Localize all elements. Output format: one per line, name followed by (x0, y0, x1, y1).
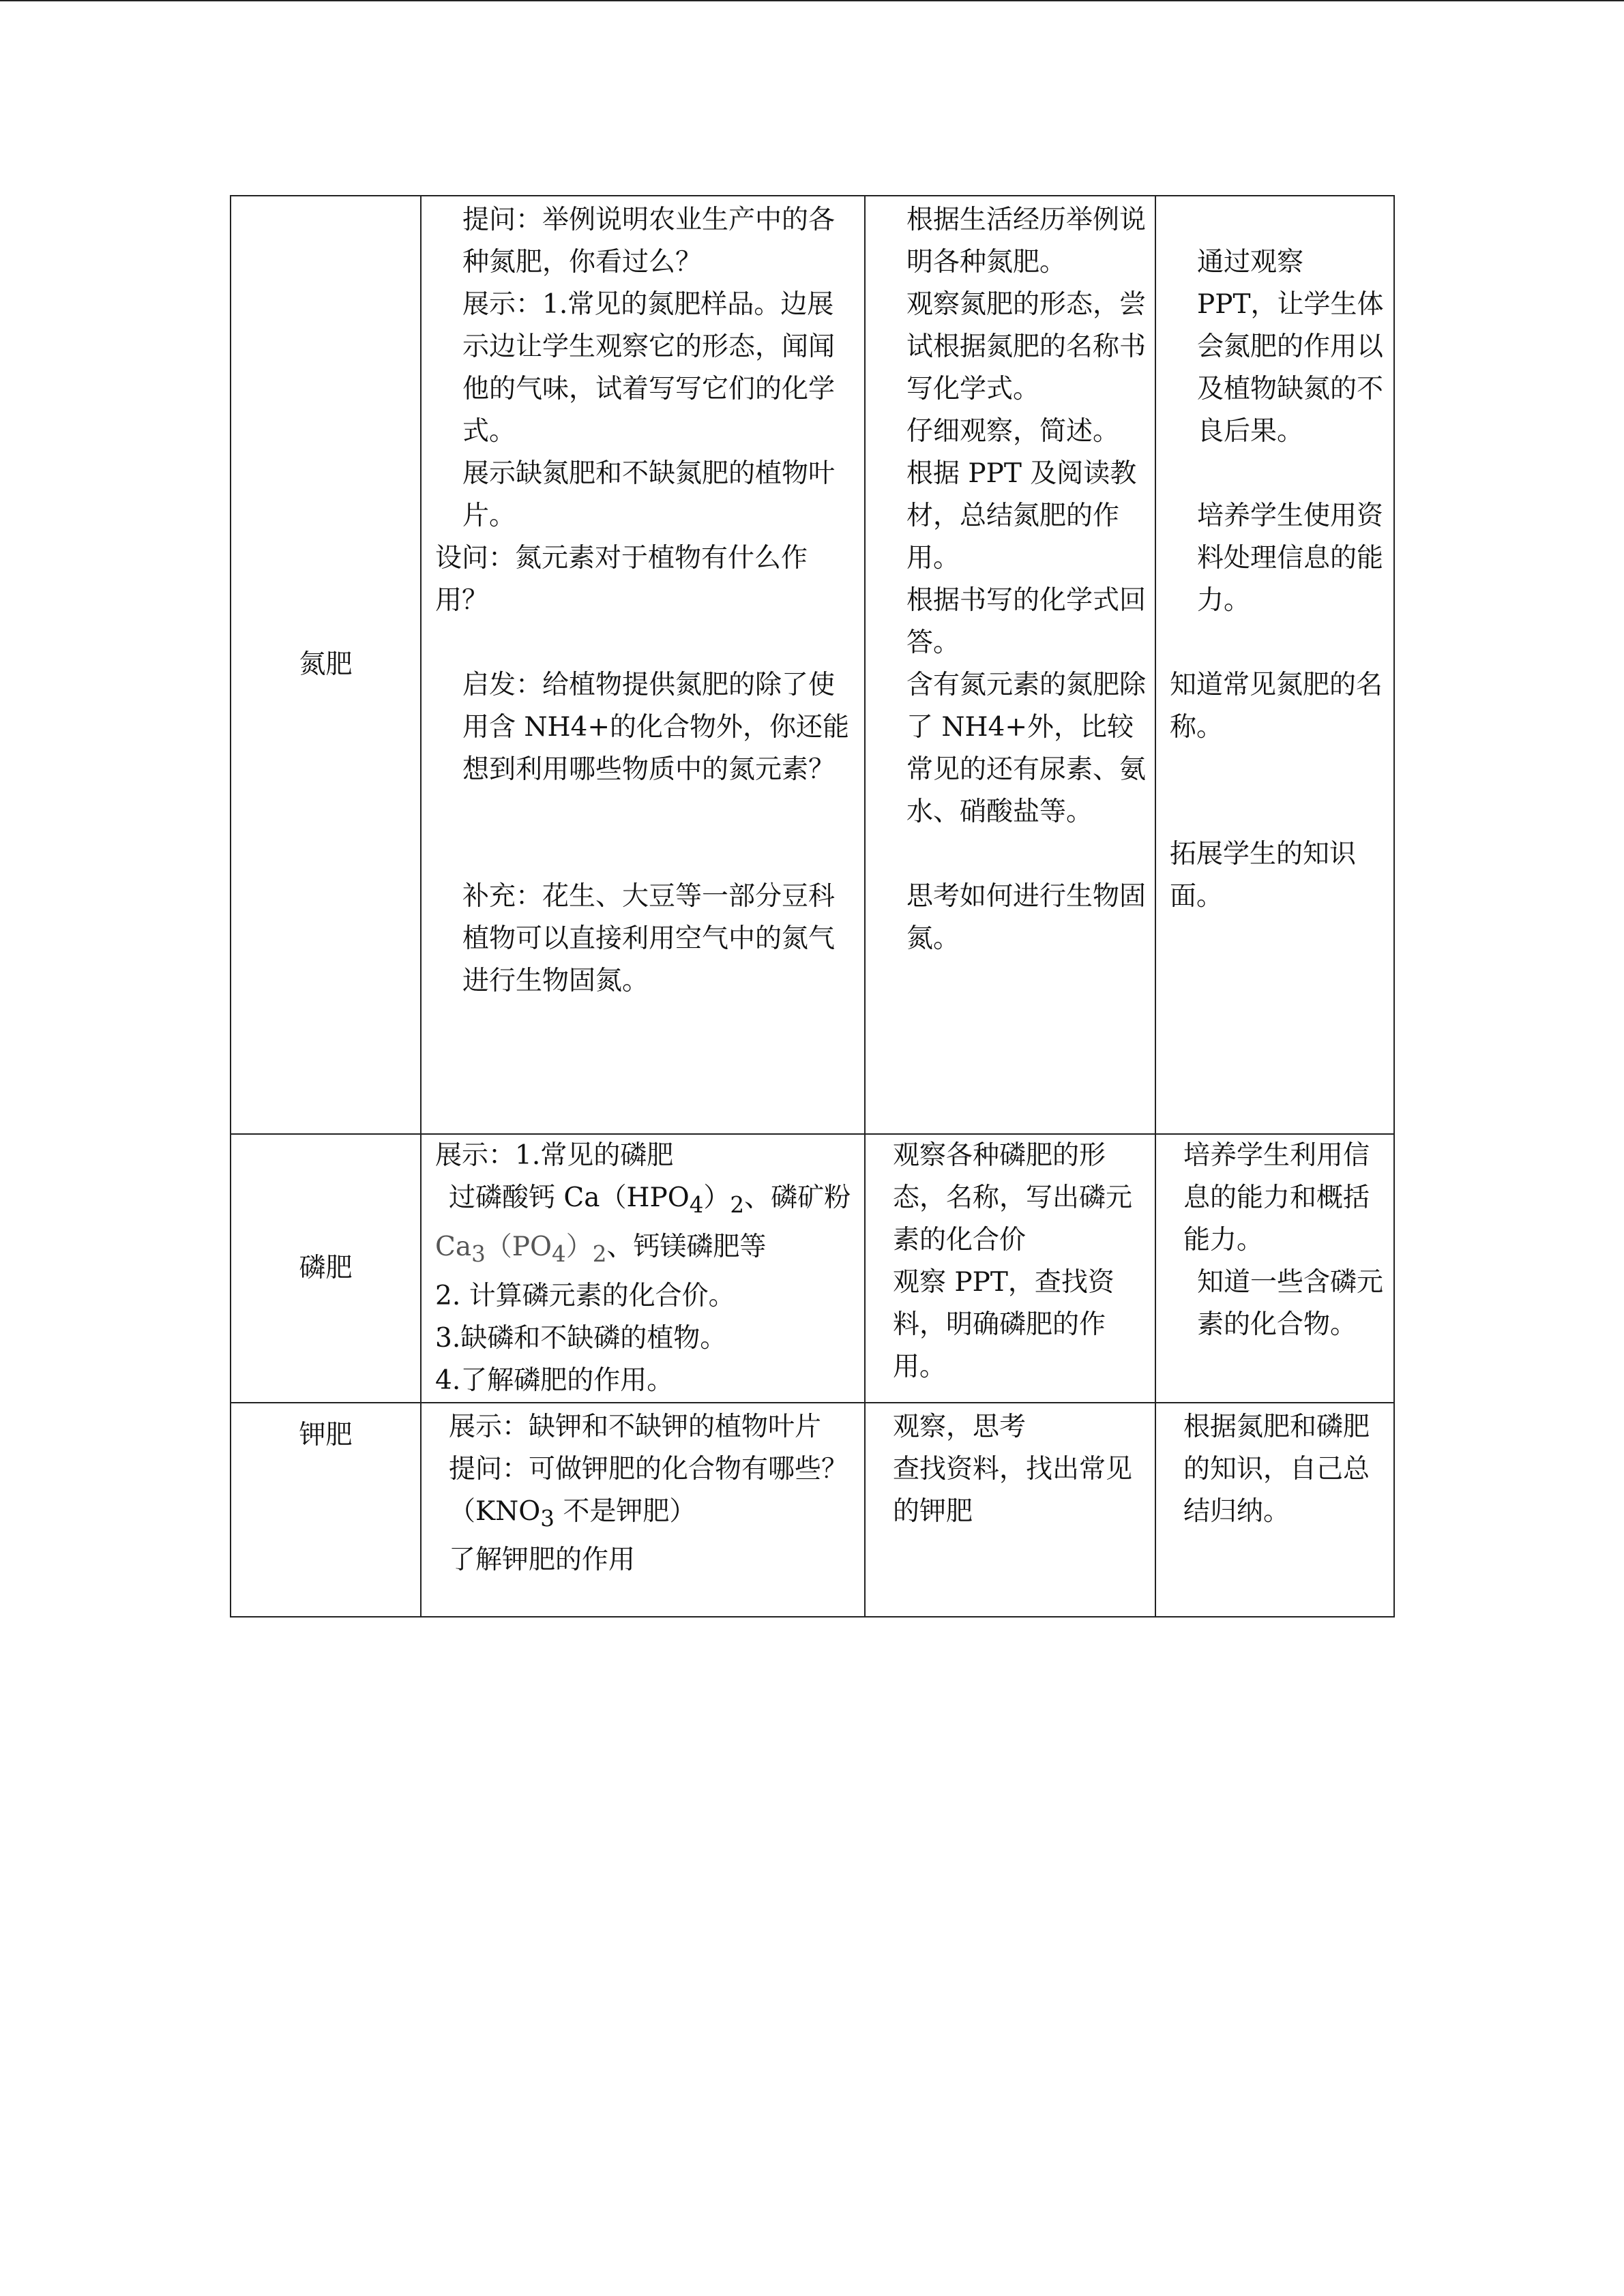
teacher-text: 了解钾肥的作用 (449, 1545, 636, 1576)
teacher-text: 提问：举例说明农业生产中的各种氮肥，你看过么？ (462, 205, 836, 278)
teacher-text: 补充：花生、大豆等一部分豆科植物可以直接利用空气中的氮气进行生物固氮。 (462, 881, 836, 996)
intent-text: 根据氮肥和磷肥的知识，自己总结归纳。 (1183, 1411, 1370, 1527)
table-row-nitrogen (231, 196, 1394, 1134)
student-text: 含有氮元素的氮肥除了 NH4+外，比较常见的还有尿素、氨水、硝酸盐等。 (906, 670, 1147, 827)
student-text: 观察各种磷肥的形态，名称，写出磷元素的化合价 (893, 1140, 1133, 1255)
design-intent-cell (1155, 1134, 1394, 1403)
student-text: 观察，思考 (893, 1411, 1027, 1442)
student-activity-cell (865, 1134, 1155, 1403)
table-row-potassium (231, 1403, 1394, 1617)
intent-text: 培养学生使用资料处理信息的能力。 (1197, 501, 1384, 616)
teacher-text: 展示：1.常见的磷肥 (435, 1140, 674, 1171)
teacher-text: 3.缺磷和不缺磷的植物。 (435, 1322, 727, 1354)
student-activity-cell (865, 1403, 1155, 1617)
student-text: 仔细观察，简述。 (906, 416, 1120, 447)
intent-text: 知道一些含磷元素的化合物。 (1197, 1267, 1384, 1340)
teacher-text: 展示：1.常见的氮肥样品。边展示边让学生观察它的形态，闻闻他的气味，试着写写它们的化学式。 (462, 289, 836, 447)
table-row-phosphorus (231, 1134, 1394, 1403)
student-activity-cell (865, 196, 1155, 1134)
category-cell (231, 1134, 421, 1403)
student-text: 观察 PPT，查找资料，明确磷肥的作用。 (893, 1267, 1114, 1382)
teacher-text: 4.了解磷肥的作用。 (435, 1365, 674, 1396)
lesson-plan-table (230, 195, 1395, 1617)
intent-text: 拓展学生的知识面。 (1170, 839, 1357, 912)
category-label: 钾肥 (299, 1419, 353, 1450)
teacher-text: 展示：缺钾和不缺钾的植物叶片 (449, 1411, 822, 1442)
category-label: 氮肥 (299, 649, 353, 680)
intent-text: 通过观察 PPT，让学生体会氮肥的作用以及植物缺氮的不良后果。 (1197, 247, 1384, 447)
intent-text: 培养学生利用信息的能力和概括能力。 (1183, 1140, 1370, 1255)
category-cell (231, 1403, 421, 1617)
teacher-text: 2. 计算磷元素的化合价。 (435, 1280, 735, 1311)
teacher-text: 启发：给植物提供氮肥的除了使用含 NH4+的化合物外，你还能想到利用哪些物质中的氮元素？ (462, 670, 850, 785)
category-cell (231, 196, 421, 1134)
student-text: 查找资料，找出常见的钾肥 (893, 1453, 1133, 1527)
teacher-text: 展示缺氮肥和不缺氮肥的植物叶片。 (462, 458, 836, 531)
design-intent-cell (1155, 1403, 1394, 1617)
category-label: 磷肥 (299, 1252, 353, 1283)
page-top-border (0, 0, 1624, 1)
teacher-text: $Ca_3(PO_4)_2$、钙镁磷肥等 (435, 1231, 767, 1267)
student-text: 根据书写的化学式回答。 (906, 585, 1147, 658)
teacher-activity-cell (421, 1134, 865, 1403)
student-text: 根据生活经历举例说明各种氮肥。 (906, 205, 1147, 278)
teacher-activity-cell (421, 196, 865, 1134)
design-intent-cell (1155, 196, 1394, 1134)
teacher-text: 提问：可做钾肥的化合物有哪些？（$KNO_3$ 不是钾肥） (449, 1453, 848, 1532)
teacher-text: 设问：氮元素对于植物有什么作用？ (435, 543, 808, 616)
student-text: 思考如何进行生物固氮。 (906, 881, 1147, 954)
intent-text: 知道常见氮肥的名称。 (1170, 670, 1383, 743)
student-text: 根据 PPT 及阅读教材，总结氮肥的作用。 (906, 458, 1137, 573)
teacher-activity-cell (421, 1403, 865, 1617)
student-text: 观察氮肥的形态，尝试根据氮肥的名称书写化学式。 (906, 289, 1147, 404)
teacher-text: 过磷酸钙 $Ca(HPO_4)_2$、磷矿粉 (449, 1182, 851, 1218)
